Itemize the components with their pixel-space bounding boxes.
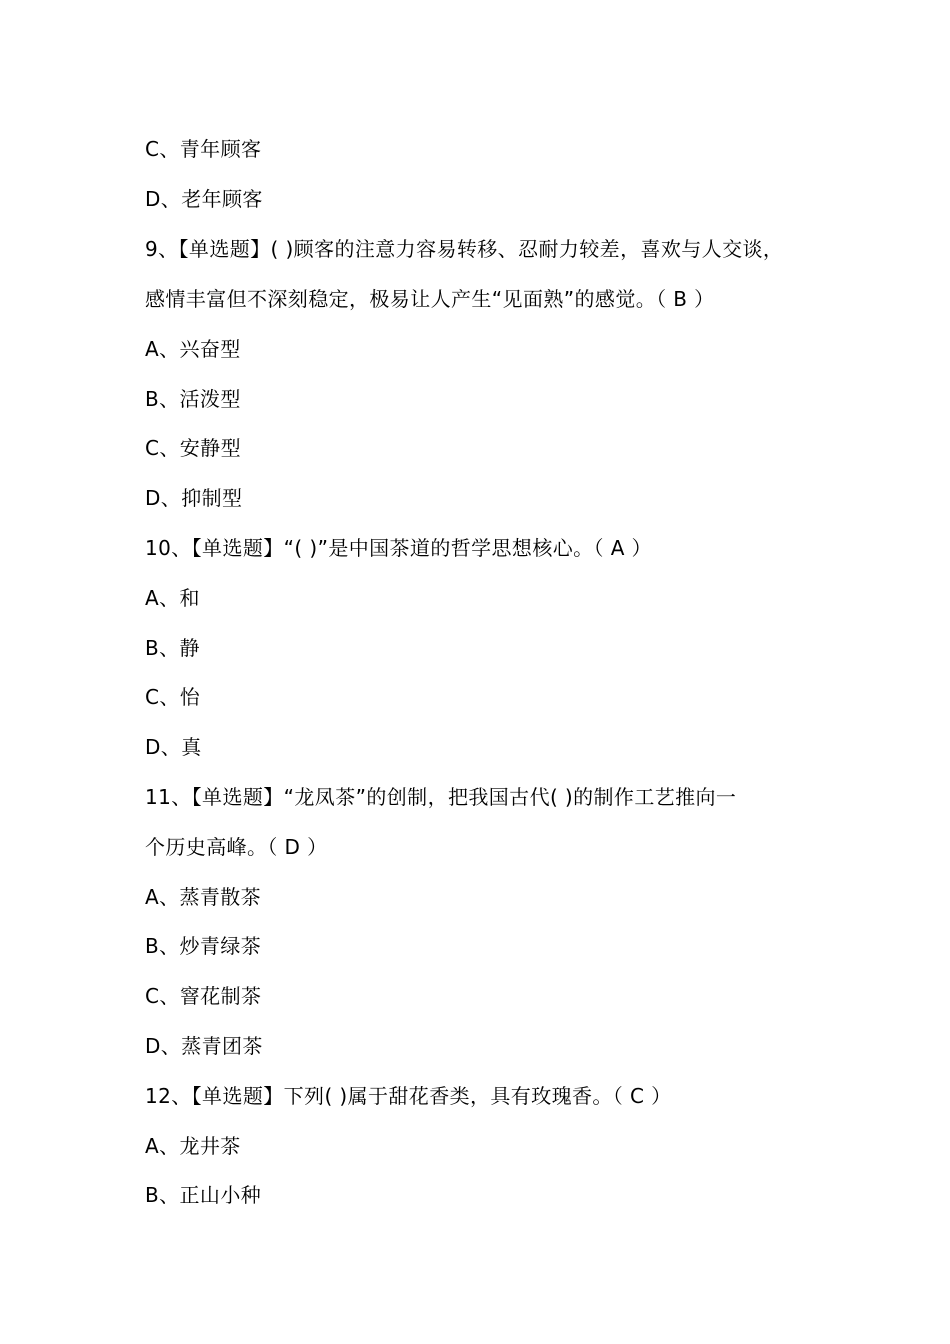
q10-option-c: C、怡 [145, 685, 201, 709]
q10-question: 10、【单选题】“( )”是中国茶道的哲学思想核心。（ A ） [145, 536, 652, 560]
q9-option-c: C、安静型 [145, 436, 241, 460]
q11-option-a: A、蒸青散茶 [145, 885, 262, 909]
q11-option-c: C、窨花制茶 [145, 984, 262, 1008]
q9-question-line-2: 感情丰富但不深刻稳定，极易让人产生“见面熟”的感觉。（ B ） [145, 287, 715, 311]
q9-option-b: B、活泼型 [145, 387, 241, 411]
q10-option-d: D、真 [145, 735, 202, 759]
q11-option-d: D、蒸青团茶 [145, 1034, 263, 1058]
q12-option-a: A、龙井茶 [145, 1134, 241, 1158]
q11-question-line-2: 个历史高峰。（ D ） [145, 835, 328, 859]
q9-option-d: D、抑制型 [145, 486, 243, 510]
q12-question: 12、【单选题】下列( )属于甜花香类，具有玫瑰香。（ C ） [145, 1084, 672, 1108]
q10-option-a: A、和 [145, 586, 200, 610]
q9-option-a: A、兴奋型 [145, 337, 241, 361]
q8-option-c: C、青年顾客 [145, 137, 262, 161]
q8-option-d: D、老年顾客 [145, 187, 263, 211]
q10-option-b: B、静 [145, 636, 200, 660]
q9-question-line-1: 9、【单选题】( )顾客的注意力容易转移、忍耐力较差，喜欢与人交谈， [145, 237, 784, 261]
q12-option-b: B、正山小种 [145, 1183, 262, 1207]
q11-option-b: B、炒青绿茶 [145, 934, 262, 958]
q11-question-line-1: 11、【单选题】“龙凤茶”的创制，把我国古代( )的制作工艺推向一 [145, 785, 737, 809]
